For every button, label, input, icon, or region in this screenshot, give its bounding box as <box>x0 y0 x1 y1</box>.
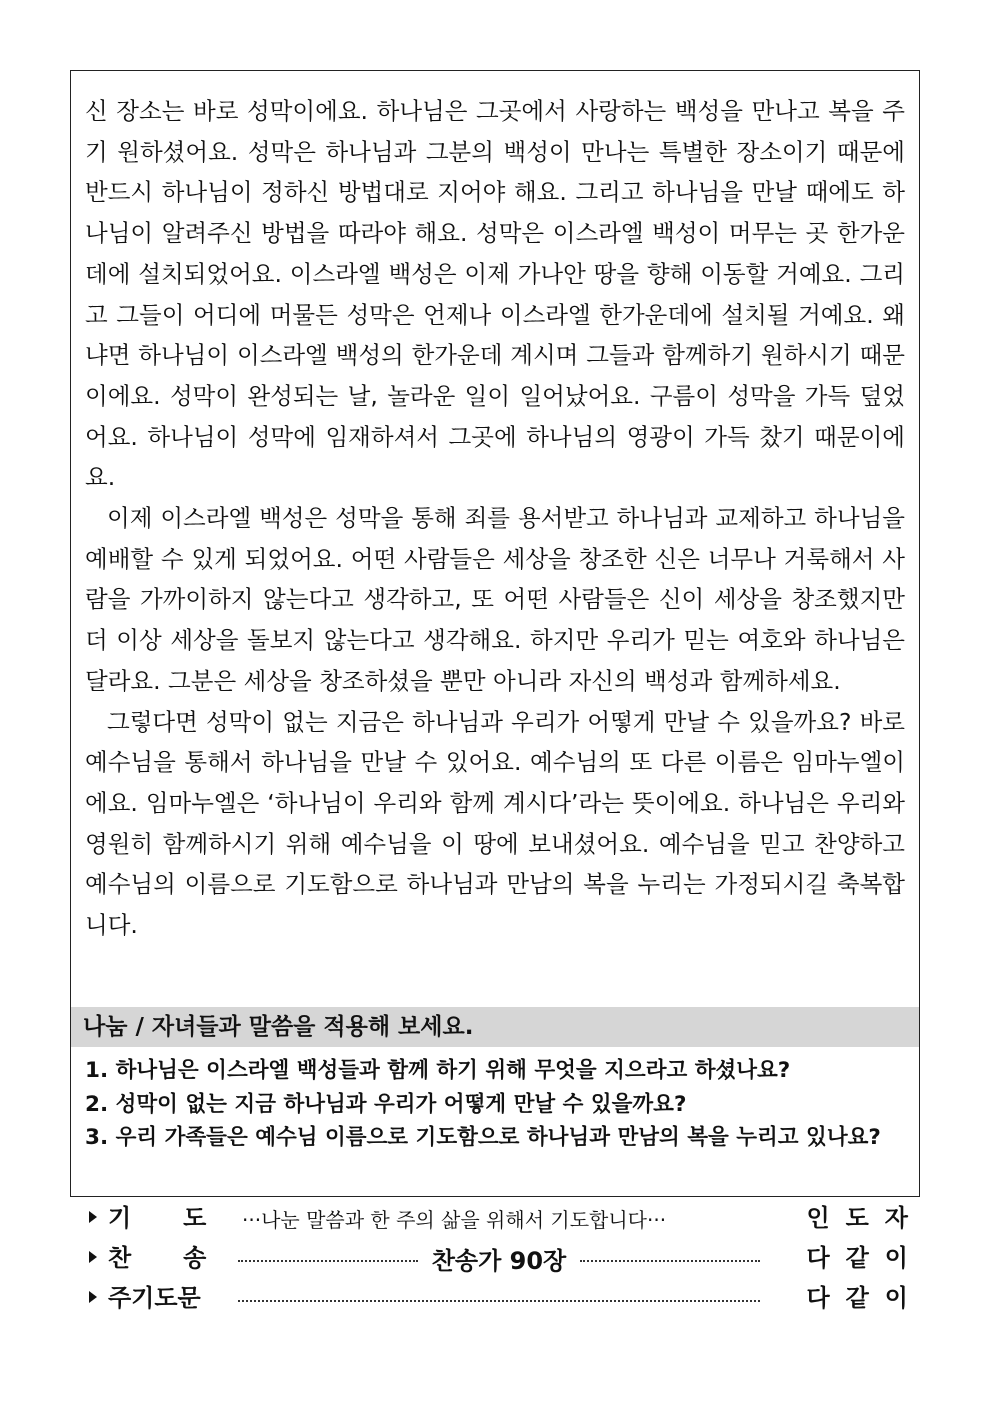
worship-order <box>86 1198 924 1318</box>
sermon-body <box>85 91 905 946</box>
share-section-header <box>71 1007 919 1047</box>
order-middle <box>238 1278 760 1318</box>
content-frame <box>70 70 920 1197</box>
order-leader: 인도자 <box>806 1204 924 1232</box>
order-leader: 다같이 <box>806 1284 924 1312</box>
share-questions <box>85 1054 905 1155</box>
order-leader: 다같이 <box>806 1244 924 1272</box>
order-label: 주기도문 <box>108 1284 201 1312</box>
order-label: 기도 <box>108 1204 259 1232</box>
body-paragraph: 그렇다면 성막이 없는 지금은 하나님과 우리가 어떻게 만날 수 있을까요? 바로 예수님을 통해서 하나님을 만날 수 있어요. 예수님의 또 다른 이름은 임마누엘이에요. 임마누엘은 ‘하나님이 우리와 함께 계시다’라는 뜻이에요. 하나님은 우리와 영원히 함께하시기 위해 예수님을 이 땅에 보내셨어요. 예수님을 믿고 찬양하고 예수님의 이름으로 기도함으로 하나님과 만남의 복을 누리는 가정되시길 축복합니다. <box>85 707 905 940</box>
order-row-hymn <box>86 1238 924 1278</box>
order-description: ···나눈 말씀과 한 주의 삶을 위해서 기도합니다··· <box>242 1207 667 1232</box>
order-middle <box>238 1198 760 1238</box>
triangle-bullet-icon <box>89 1211 97 1223</box>
body-paragraph: 이제 이스라엘 백성은 성막을 통해 죄를 용서받고 하나님과 교제하고 하나님을 예배할 수 있게 되었어요. 어떤 사람들은 세상을 창조한 신은 너무나 거룩해서 사람을 가까이하지 않는다고 생각하고, 또 어떤 사람들은 신이 세상을 창조했지만 더 이상 세상을 돌보지 않는다고 생각해요. 하지만 우리가 믿는 여호와 하나님은 달라요. 그분은 세상을 창조하셨을 뿐만 아니라 자신의 백성과 함께하세요. <box>85 504 905 695</box>
dotted-leader <box>238 1260 418 1262</box>
question-item: 3. 우리 가족들은 예수님 이름으로 기도함으로 하나님과 만남의 복을 누리고 있나요? <box>85 1125 881 1150</box>
dotted-leader <box>580 1260 760 1262</box>
triangle-bullet-icon <box>89 1251 97 1263</box>
share-title: 나눔 / 자녀들과 말씀을 적용해 보세요. <box>83 1014 474 1040</box>
body-paragraph: 신 장소는 바로 성막이에요. 하나님은 그곳에서 사랑하는 백성을 만나고 복을 주기 원하셨어요. 성막은 하나님과 그분의 백성이 만나는 특별한 장소이기 때문에 반드시 하나님이 정하신 방법대로 지어야 해요. 그리고 하나님을 만날 때에도 하나님이 알려주신 방법을 따라야 해요. 성막은 이스라엘 백성이 머무는 곳 한가운데에 설치되었어요. 이스라엘 백성은 이제 가나안 땅을 향해 이동할 거예요. 그리고 그들이 어디에 머물든 성막은 언제나 이스라엘 한가운데에 설치될 거예요. 왜냐면 하나님이 이스라엘 백성의 한가운데 계시며 그들과 함께하기 원하시기 때문이에요. 성막이 완성되는 날, 놀라운 일이 일어났어요. 구름이 성막을 가득 덮었어요. 하나님이 성막에 임재하셔서 그곳에 하나님의 영광이 가득 찼기 때문이에요. <box>85 97 905 492</box>
order-row-prayer <box>86 1198 924 1238</box>
order-middle <box>238 1238 760 1278</box>
order-description: 찬송가 90장 <box>431 1246 567 1275</box>
order-row-lords-prayer <box>86 1278 924 1318</box>
question-item: 1. 하나님은 이스라엘 백성들과 함께 하기 위해 무엇을 지으라고 하셨나요? <box>85 1058 791 1083</box>
dotted-leader <box>238 1300 760 1302</box>
question-item: 2. 성막이 없는 지금 하나님과 우리가 어떻게 만날 수 있을까요? <box>85 1091 687 1117</box>
order-label: 찬송 <box>108 1244 259 1272</box>
triangle-bullet-icon <box>89 1291 97 1303</box>
